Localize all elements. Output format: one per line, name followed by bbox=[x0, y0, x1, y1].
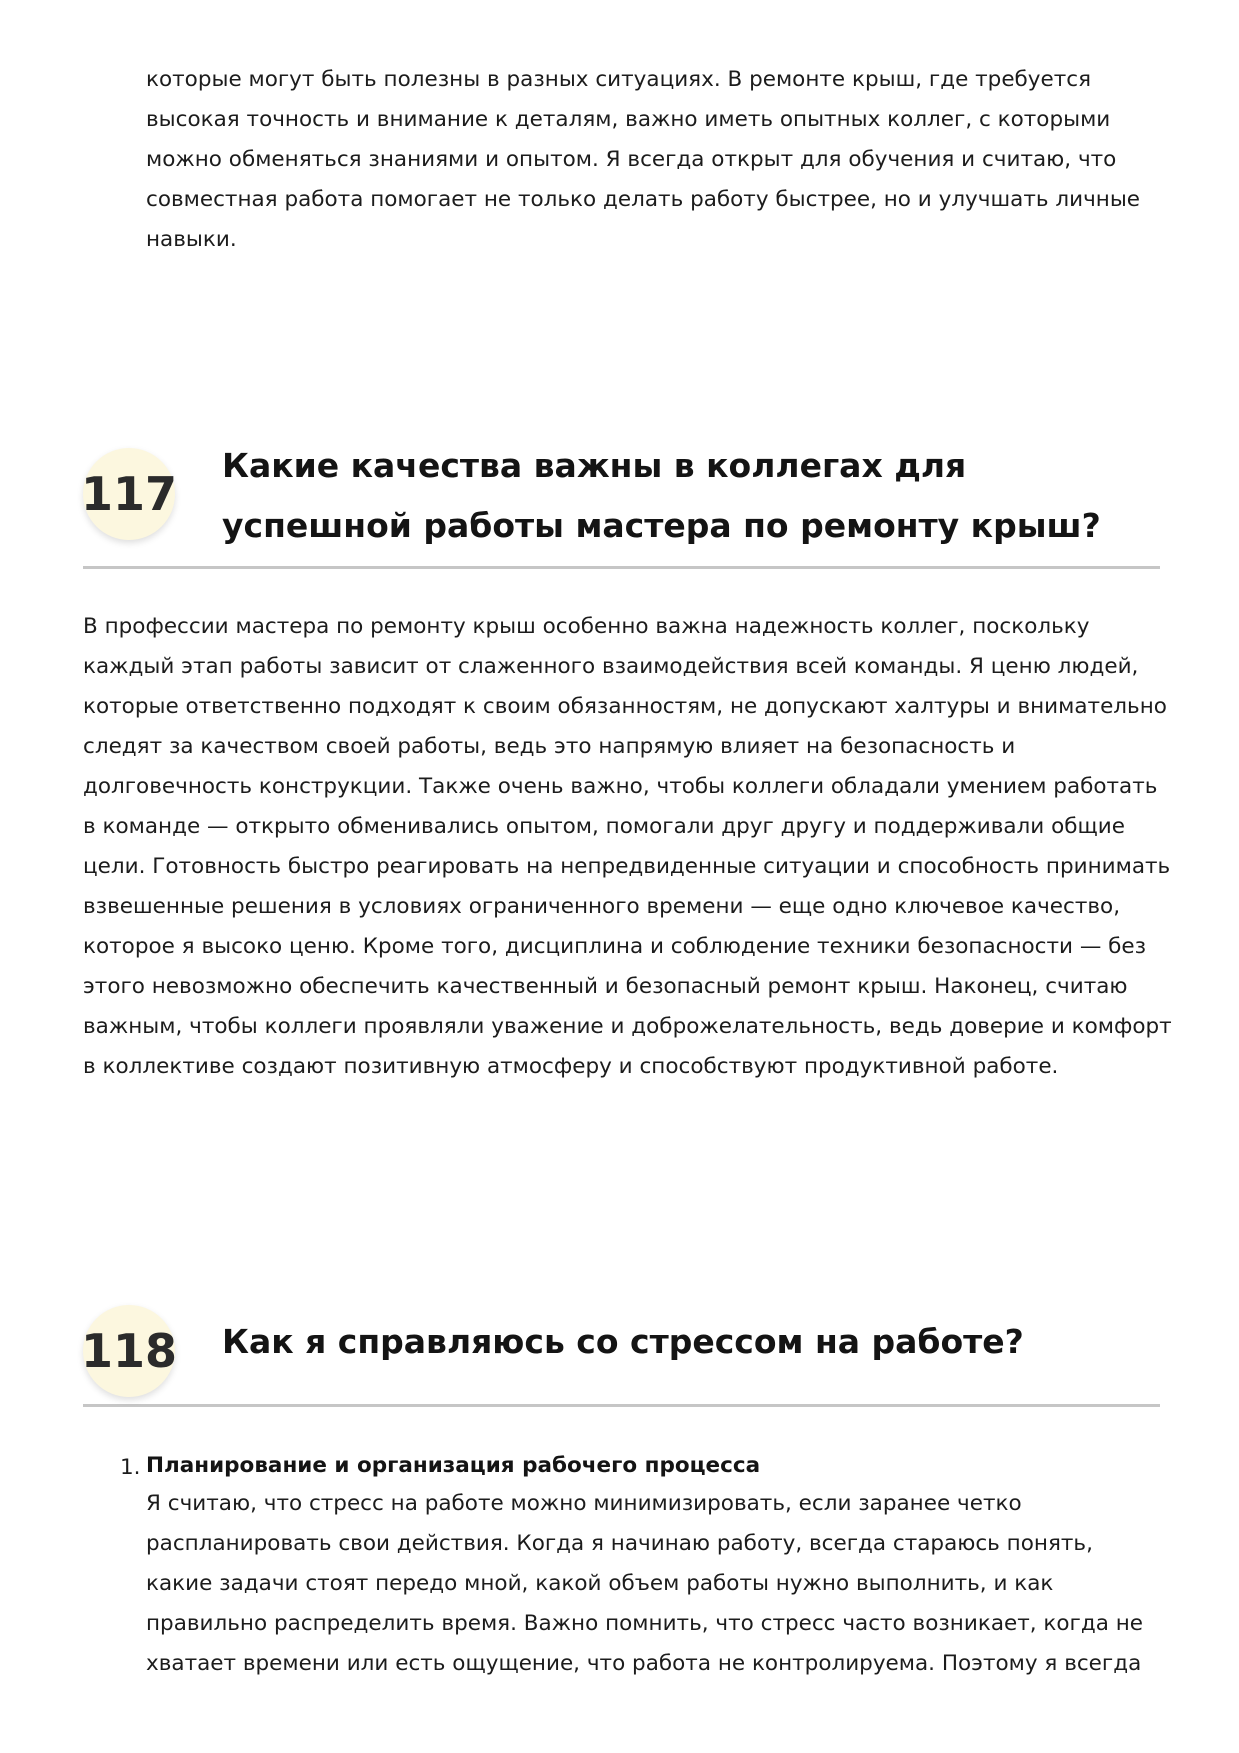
answer-list-118 bbox=[120, 1448, 1170, 1684]
list-item bbox=[120, 1448, 1170, 1684]
question-title: Как я справляюсь со стрессом на работе? bbox=[222, 1322, 1024, 1361]
list-item-title: Планирование и организация рабочего процесса bbox=[146, 1453, 761, 1478]
list-item-number: 1. bbox=[120, 1455, 141, 1480]
question-header-118 bbox=[80, 1300, 1160, 1407]
list-item-body: Я считаю, что стресс на работе можно минимизировать, если заранее четко распланировать свои действия. Когда я начинаю работу, всегда стараюсь понять, какие задачи стоят передо мной, какой объем работы нужно выполнить, и как правильно распределить время. Важно помнить, что стресс часто возникает, когда не хватает времени или есть ощущение, что работа не контролируема. Поэтому я всегда bbox=[146, 1491, 1144, 1676]
question-header-117 bbox=[80, 436, 1160, 569]
question-title: Какие качества важны в коллегах для успешной работы мастера по ремонту крыш? bbox=[222, 446, 1101, 545]
answer-paragraph-117: В профессии мастера по ремонту крыш особенно важна надежность коллег, поскольку каждый этап работы зависит от слаженного взаимодействия всей команды. Я ценю людей, которые ответственно подходят к своим обязанностям, не допускают халтуры и внимательно следят за качеством своей работы, ведь это напрямую влияет на безопасность и долговечность конструкции. Также очень важно, чтобы коллеги обладали умением работать в команде — открыто обменивались опытом, помогали друг другу и поддерживали общие цели. Готовность быстро реагировать на непредвиденные ситуации и способность принимать взвешенные решения в условиях ограниченного времени — еще одно ключевое качество, которое я высоко ценю. Кроме того, дисциплина и соблюдение техники безопасности — без этого невозможно обеспечить качественный и безопасный ремонт крыш. Наконец, считаю важным, чтобы коллеги проявляли уважение и доброжелательность, ведь доверие и комфорт в коллективе создают позитивную атмосферу и способствуют продуктивной работе. bbox=[83, 614, 1172, 1079]
question-number-badge: 117 bbox=[83, 448, 175, 540]
continued-answer-paragraph: которые могут быть полезны в разных ситуациях. В ремонте крыш, где требуется высокая точность и внимание к деталям, важно иметь опытных коллег, с которыми можно обменяться знаниями и опытом. Я всегда открыт для обучения и считаю, что совместная работа помогает не только делать работу быстрее, но и улучшать личные навыки. bbox=[146, 67, 1141, 252]
question-number-badge: 118 bbox=[83, 1305, 175, 1397]
